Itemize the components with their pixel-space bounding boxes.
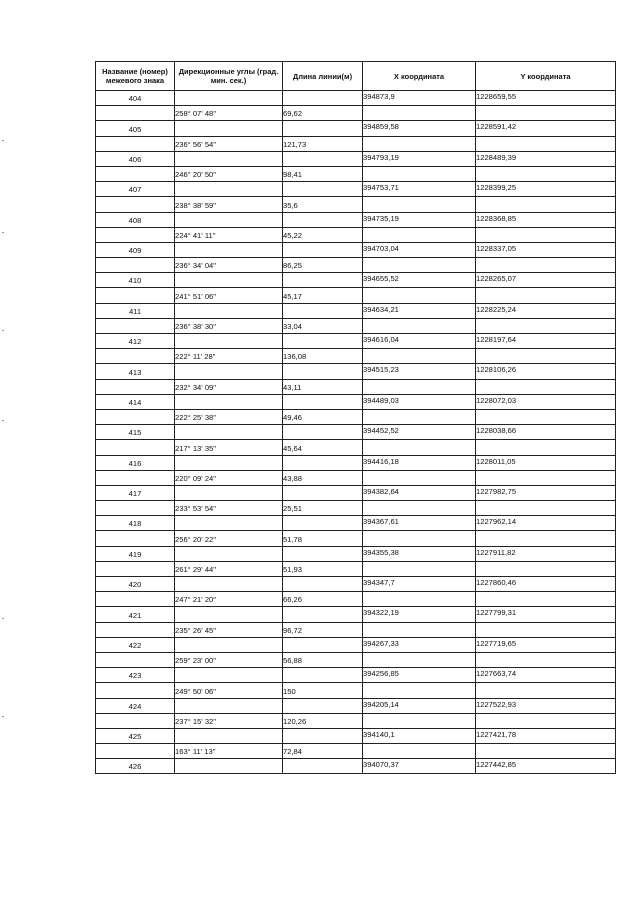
mark-name-cell: 416 xyxy=(96,455,175,470)
y-coordinate-cell: 1228072,03 xyxy=(476,394,616,409)
empty-cell xyxy=(96,349,175,364)
empty-cell xyxy=(363,166,476,181)
y-coordinate-cell: 1227982,75 xyxy=(476,485,616,500)
mark-name-cell: 420 xyxy=(96,577,175,592)
table-row-point xyxy=(96,516,616,531)
empty-cell xyxy=(363,683,476,698)
empty-cell xyxy=(476,622,616,637)
y-coordinate-cell: 1227421,78 xyxy=(476,728,616,743)
table-row-segment xyxy=(96,409,616,424)
line-length-cell: 96,72 xyxy=(283,622,363,637)
empty-cell xyxy=(175,485,283,500)
empty-cell xyxy=(96,440,175,455)
scan-speck xyxy=(2,420,4,421)
empty-cell xyxy=(96,288,175,303)
line-length-cell: 49,46 xyxy=(283,409,363,424)
direction-angle-cell: 232° 34' 09" xyxy=(175,379,283,394)
table-row-point xyxy=(96,546,616,561)
empty-cell xyxy=(363,197,476,212)
direction-angle-cell: 247° 21' 20" xyxy=(175,592,283,607)
direction-angle-cell: 217° 13' 35" xyxy=(175,440,283,455)
empty-cell xyxy=(283,91,363,106)
empty-cell xyxy=(283,394,363,409)
table-row-point xyxy=(96,151,616,166)
line-length-cell: 98,41 xyxy=(283,166,363,181)
y-coordinate-cell: 1228011,05 xyxy=(476,455,616,470)
mark-name-cell: 415 xyxy=(96,425,175,440)
x-coordinate-cell: 394489,03 xyxy=(363,394,476,409)
empty-cell xyxy=(175,394,283,409)
header-y-coordinate: Y координата xyxy=(476,62,616,91)
x-coordinate-cell: 394140,1 xyxy=(363,728,476,743)
empty-cell xyxy=(96,561,175,576)
header-x-coordinate: X координата xyxy=(363,62,476,91)
empty-cell xyxy=(363,227,476,242)
x-coordinate-cell: 394367,61 xyxy=(363,516,476,531)
empty-cell xyxy=(96,166,175,181)
empty-cell xyxy=(283,516,363,531)
empty-cell xyxy=(363,258,476,273)
table-row-segment xyxy=(96,622,616,637)
empty-cell xyxy=(363,440,476,455)
x-coordinate-cell: 394859,58 xyxy=(363,121,476,136)
empty-cell xyxy=(476,652,616,667)
x-coordinate-cell: 394793,19 xyxy=(363,151,476,166)
direction-angle-cell: 220° 09' 24" xyxy=(175,470,283,485)
empty-cell xyxy=(96,713,175,728)
mark-name-cell: 424 xyxy=(96,698,175,713)
empty-cell xyxy=(175,212,283,227)
empty-cell xyxy=(476,288,616,303)
mark-name-cell: 407 xyxy=(96,182,175,197)
table-row-segment xyxy=(96,531,616,546)
empty-cell xyxy=(175,759,283,774)
table-row-segment xyxy=(96,258,616,273)
empty-cell xyxy=(363,592,476,607)
table-row-point xyxy=(96,334,616,349)
mark-name-cell: 422 xyxy=(96,637,175,652)
y-coordinate-cell: 1228337,05 xyxy=(476,242,616,257)
x-coordinate-cell: 394735,19 xyxy=(363,212,476,227)
empty-cell xyxy=(283,273,363,288)
y-coordinate-cell: 1227962,14 xyxy=(476,516,616,531)
empty-cell xyxy=(363,288,476,303)
empty-cell xyxy=(175,242,283,257)
scan-speck xyxy=(2,330,4,331)
table-row-segment xyxy=(96,470,616,485)
line-length-cell: 43,88 xyxy=(283,470,363,485)
mark-name-cell: 414 xyxy=(96,394,175,409)
scan-speck xyxy=(2,232,4,233)
empty-cell xyxy=(476,501,616,516)
empty-cell xyxy=(363,318,476,333)
line-length-cell: 51,78 xyxy=(283,531,363,546)
empty-cell xyxy=(283,637,363,652)
direction-angle-cell: 236° 34' 04" xyxy=(175,258,283,273)
table-row-segment xyxy=(96,440,616,455)
empty-cell xyxy=(476,592,616,607)
table-row-segment xyxy=(96,592,616,607)
empty-cell xyxy=(175,516,283,531)
empty-cell xyxy=(175,151,283,166)
x-coordinate-cell: 394515,23 xyxy=(363,364,476,379)
mark-name-cell: 425 xyxy=(96,728,175,743)
scan-speck xyxy=(2,140,4,141)
empty-cell xyxy=(363,106,476,121)
empty-cell xyxy=(283,455,363,470)
header-line-length: Длина линии(м) xyxy=(283,62,363,91)
y-coordinate-cell: 1227442,85 xyxy=(476,759,616,774)
mark-name-cell: 405 xyxy=(96,121,175,136)
empty-cell xyxy=(283,698,363,713)
empty-cell xyxy=(283,546,363,561)
table-row-point xyxy=(96,303,616,318)
x-coordinate-cell: 394070,37 xyxy=(363,759,476,774)
empty-cell xyxy=(96,197,175,212)
empty-cell xyxy=(363,136,476,151)
empty-cell xyxy=(175,182,283,197)
table-row-point xyxy=(96,607,616,622)
direction-angle-cell: 246° 20' 50" xyxy=(175,166,283,181)
empty-cell xyxy=(363,561,476,576)
direction-angle-cell: 222° 25' 38" xyxy=(175,409,283,424)
empty-cell xyxy=(175,546,283,561)
y-coordinate-cell: 1228591,42 xyxy=(476,121,616,136)
line-length-cell: 72,84 xyxy=(283,744,363,759)
empty-cell xyxy=(175,425,283,440)
empty-cell xyxy=(283,334,363,349)
empty-cell xyxy=(283,485,363,500)
direction-angle-cell: 238° 38' 59" xyxy=(175,197,283,212)
direction-angle-cell: 261° 29' 44" xyxy=(175,561,283,576)
line-length-cell: 35,6 xyxy=(283,197,363,212)
direction-angle-cell: 236° 56' 54" xyxy=(175,136,283,151)
y-coordinate-cell: 1228489,39 xyxy=(476,151,616,166)
x-coordinate-cell: 394205,14 xyxy=(363,698,476,713)
empty-cell xyxy=(175,455,283,470)
mark-name-cell: 408 xyxy=(96,212,175,227)
table-row-segment xyxy=(96,501,616,516)
empty-cell xyxy=(96,227,175,242)
header-direction-angle: Дирекционные углы (град. мин. сек.) xyxy=(175,62,283,91)
empty-cell xyxy=(476,683,616,698)
table-header-row xyxy=(96,62,616,91)
line-length-cell: 66,26 xyxy=(283,592,363,607)
table-row-segment xyxy=(96,683,616,698)
empty-cell xyxy=(476,136,616,151)
table-row-segment xyxy=(96,106,616,121)
x-coordinate-cell: 394322,19 xyxy=(363,607,476,622)
direction-angle-cell: 256° 20' 22" xyxy=(175,531,283,546)
empty-cell xyxy=(175,121,283,136)
scan-speck xyxy=(2,716,4,717)
empty-cell xyxy=(363,622,476,637)
line-length-cell: 69,62 xyxy=(283,106,363,121)
boundary-coordinates-table xyxy=(95,61,616,774)
mark-name-cell: 404 xyxy=(96,91,175,106)
mark-name-cell: 413 xyxy=(96,364,175,379)
empty-cell xyxy=(96,318,175,333)
x-coordinate-cell: 394355,38 xyxy=(363,546,476,561)
empty-cell xyxy=(476,744,616,759)
table-row-segment xyxy=(96,652,616,667)
empty-cell xyxy=(476,166,616,181)
empty-cell xyxy=(175,728,283,743)
empty-cell xyxy=(283,212,363,227)
empty-cell xyxy=(476,713,616,728)
line-length-cell: 51,93 xyxy=(283,561,363,576)
x-coordinate-cell: 394256,85 xyxy=(363,668,476,683)
mark-name-cell: 419 xyxy=(96,546,175,561)
empty-cell xyxy=(363,470,476,485)
table-row-point xyxy=(96,728,616,743)
y-coordinate-cell: 1228038,66 xyxy=(476,425,616,440)
y-coordinate-cell: 1228197,64 xyxy=(476,334,616,349)
y-coordinate-cell: 1227799,31 xyxy=(476,607,616,622)
empty-cell xyxy=(96,683,175,698)
empty-cell xyxy=(476,318,616,333)
empty-cell xyxy=(476,470,616,485)
mark-name-cell: 406 xyxy=(96,151,175,166)
empty-cell xyxy=(96,258,175,273)
table-row-segment xyxy=(96,136,616,151)
y-coordinate-cell: 1227911,82 xyxy=(476,546,616,561)
empty-cell xyxy=(283,242,363,257)
y-coordinate-cell: 1228368,85 xyxy=(476,212,616,227)
mark-name-cell: 410 xyxy=(96,273,175,288)
direction-angle-cell: 259° 23' 00" xyxy=(175,652,283,667)
table-row-point xyxy=(96,242,616,257)
table-row-segment xyxy=(96,166,616,181)
table-body xyxy=(96,91,616,774)
empty-cell xyxy=(476,106,616,121)
table-row-point xyxy=(96,698,616,713)
y-coordinate-cell: 1227522,93 xyxy=(476,698,616,713)
mark-name-cell: 409 xyxy=(96,242,175,257)
empty-cell xyxy=(476,531,616,546)
x-coordinate-cell: 394347,7 xyxy=(363,577,476,592)
mark-name-cell: 411 xyxy=(96,303,175,318)
empty-cell xyxy=(96,592,175,607)
x-coordinate-cell: 394703,04 xyxy=(363,242,476,257)
empty-cell xyxy=(476,349,616,364)
empty-cell xyxy=(175,607,283,622)
empty-cell xyxy=(476,227,616,242)
x-coordinate-cell: 394452,52 xyxy=(363,425,476,440)
empty-cell xyxy=(476,379,616,394)
x-coordinate-cell: 394873,9 xyxy=(363,91,476,106)
y-coordinate-cell: 1227719,65 xyxy=(476,637,616,652)
x-coordinate-cell: 394382,64 xyxy=(363,485,476,500)
direction-angle-cell: 235° 26' 45" xyxy=(175,622,283,637)
y-coordinate-cell: 1228659,55 xyxy=(476,91,616,106)
direction-angle-cell: 249° 50' 06" xyxy=(175,683,283,698)
table-row-point xyxy=(96,182,616,197)
empty-cell xyxy=(283,607,363,622)
line-length-cell: 45,64 xyxy=(283,440,363,455)
empty-cell xyxy=(283,121,363,136)
empty-cell xyxy=(96,136,175,151)
table-row-segment xyxy=(96,288,616,303)
empty-cell xyxy=(175,273,283,288)
table-row-point xyxy=(96,485,616,500)
empty-cell xyxy=(283,728,363,743)
x-coordinate-cell: 394616,04 xyxy=(363,334,476,349)
empty-cell xyxy=(363,531,476,546)
x-coordinate-cell: 394634,21 xyxy=(363,303,476,318)
table-row-segment xyxy=(96,318,616,333)
line-length-cell: 43,11 xyxy=(283,379,363,394)
table-row-point xyxy=(96,425,616,440)
empty-cell xyxy=(96,409,175,424)
line-length-cell: 56,88 xyxy=(283,652,363,667)
empty-cell xyxy=(283,577,363,592)
line-length-cell: 45,22 xyxy=(283,227,363,242)
table-row-point xyxy=(96,455,616,470)
empty-cell xyxy=(363,713,476,728)
empty-cell xyxy=(363,652,476,667)
empty-cell xyxy=(363,409,476,424)
x-coordinate-cell: 394267,33 xyxy=(363,637,476,652)
line-length-cell: 25,51 xyxy=(283,501,363,516)
direction-angle-cell: 222° 11' 28" xyxy=(175,349,283,364)
table-row-segment xyxy=(96,197,616,212)
empty-cell xyxy=(175,303,283,318)
line-length-cell: 150 xyxy=(283,683,363,698)
x-coordinate-cell: 394655,52 xyxy=(363,273,476,288)
empty-cell xyxy=(476,440,616,455)
y-coordinate-cell: 1228399,25 xyxy=(476,182,616,197)
empty-cell xyxy=(175,668,283,683)
table-row-point xyxy=(96,91,616,106)
empty-cell xyxy=(363,744,476,759)
direction-angle-cell: 237° 15' 32" xyxy=(175,713,283,728)
empty-cell xyxy=(476,197,616,212)
table-row-point xyxy=(96,637,616,652)
direction-angle-cell: 241° 51' 06" xyxy=(175,288,283,303)
empty-cell xyxy=(476,258,616,273)
empty-cell xyxy=(96,622,175,637)
y-coordinate-cell: 1227860,46 xyxy=(476,577,616,592)
empty-cell xyxy=(175,334,283,349)
y-coordinate-cell: 1228106,26 xyxy=(476,364,616,379)
empty-cell xyxy=(476,409,616,424)
table-row-segment xyxy=(96,561,616,576)
table-row-segment xyxy=(96,349,616,364)
scan-speck xyxy=(2,618,4,619)
table-row-segment xyxy=(96,744,616,759)
line-length-cell: 136,08 xyxy=(283,349,363,364)
empty-cell xyxy=(283,364,363,379)
empty-cell xyxy=(96,470,175,485)
empty-cell xyxy=(175,698,283,713)
table-row-segment xyxy=(96,379,616,394)
table-row-point xyxy=(96,121,616,136)
table-row-point xyxy=(96,394,616,409)
empty-cell xyxy=(283,759,363,774)
mark-name-cell: 426 xyxy=(96,759,175,774)
empty-cell xyxy=(283,668,363,683)
empty-cell xyxy=(175,637,283,652)
empty-cell xyxy=(283,303,363,318)
empty-cell xyxy=(175,364,283,379)
x-coordinate-cell: 394753,71 xyxy=(363,182,476,197)
line-length-cell: 121,73 xyxy=(283,136,363,151)
direction-angle-cell: 163° 11' 13" xyxy=(175,744,283,759)
empty-cell xyxy=(96,652,175,667)
table-row-point xyxy=(96,668,616,683)
direction-angle-cell: 236° 38' 30" xyxy=(175,318,283,333)
table-row-point xyxy=(96,364,616,379)
direction-angle-cell: 233° 53' 54" xyxy=(175,501,283,516)
direction-angle-cell: 258° 07' 48" xyxy=(175,106,283,121)
table-row-point xyxy=(96,212,616,227)
empty-cell xyxy=(96,501,175,516)
mark-name-cell: 423 xyxy=(96,668,175,683)
table-row-point xyxy=(96,273,616,288)
empty-cell xyxy=(96,531,175,546)
empty-cell xyxy=(476,561,616,576)
empty-cell xyxy=(363,349,476,364)
line-length-cell: 120,26 xyxy=(283,713,363,728)
y-coordinate-cell: 1228225,24 xyxy=(476,303,616,318)
mark-name-cell: 417 xyxy=(96,485,175,500)
empty-cell xyxy=(175,577,283,592)
direction-angle-cell: 224° 41' 11" xyxy=(175,227,283,242)
header-mark-name: Название (номер) межевого знака xyxy=(96,62,175,91)
line-length-cell: 33,04 xyxy=(283,318,363,333)
line-length-cell: 86,25 xyxy=(283,258,363,273)
mark-name-cell: 418 xyxy=(96,516,175,531)
table-row-segment xyxy=(96,227,616,242)
table-row-segment xyxy=(96,713,616,728)
x-coordinate-cell: 394416,18 xyxy=(363,455,476,470)
line-length-cell: 45,17 xyxy=(283,288,363,303)
empty-cell xyxy=(96,379,175,394)
empty-cell xyxy=(96,106,175,121)
y-coordinate-cell: 1228265,07 xyxy=(476,273,616,288)
empty-cell xyxy=(283,425,363,440)
y-coordinate-cell: 1227663,74 xyxy=(476,668,616,683)
empty-cell xyxy=(283,151,363,166)
empty-cell xyxy=(363,379,476,394)
empty-cell xyxy=(175,91,283,106)
empty-cell xyxy=(96,744,175,759)
table-row-point xyxy=(96,759,616,774)
table-row-point xyxy=(96,577,616,592)
mark-name-cell: 421 xyxy=(96,607,175,622)
empty-cell xyxy=(283,182,363,197)
empty-cell xyxy=(363,501,476,516)
mark-name-cell: 412 xyxy=(96,334,175,349)
